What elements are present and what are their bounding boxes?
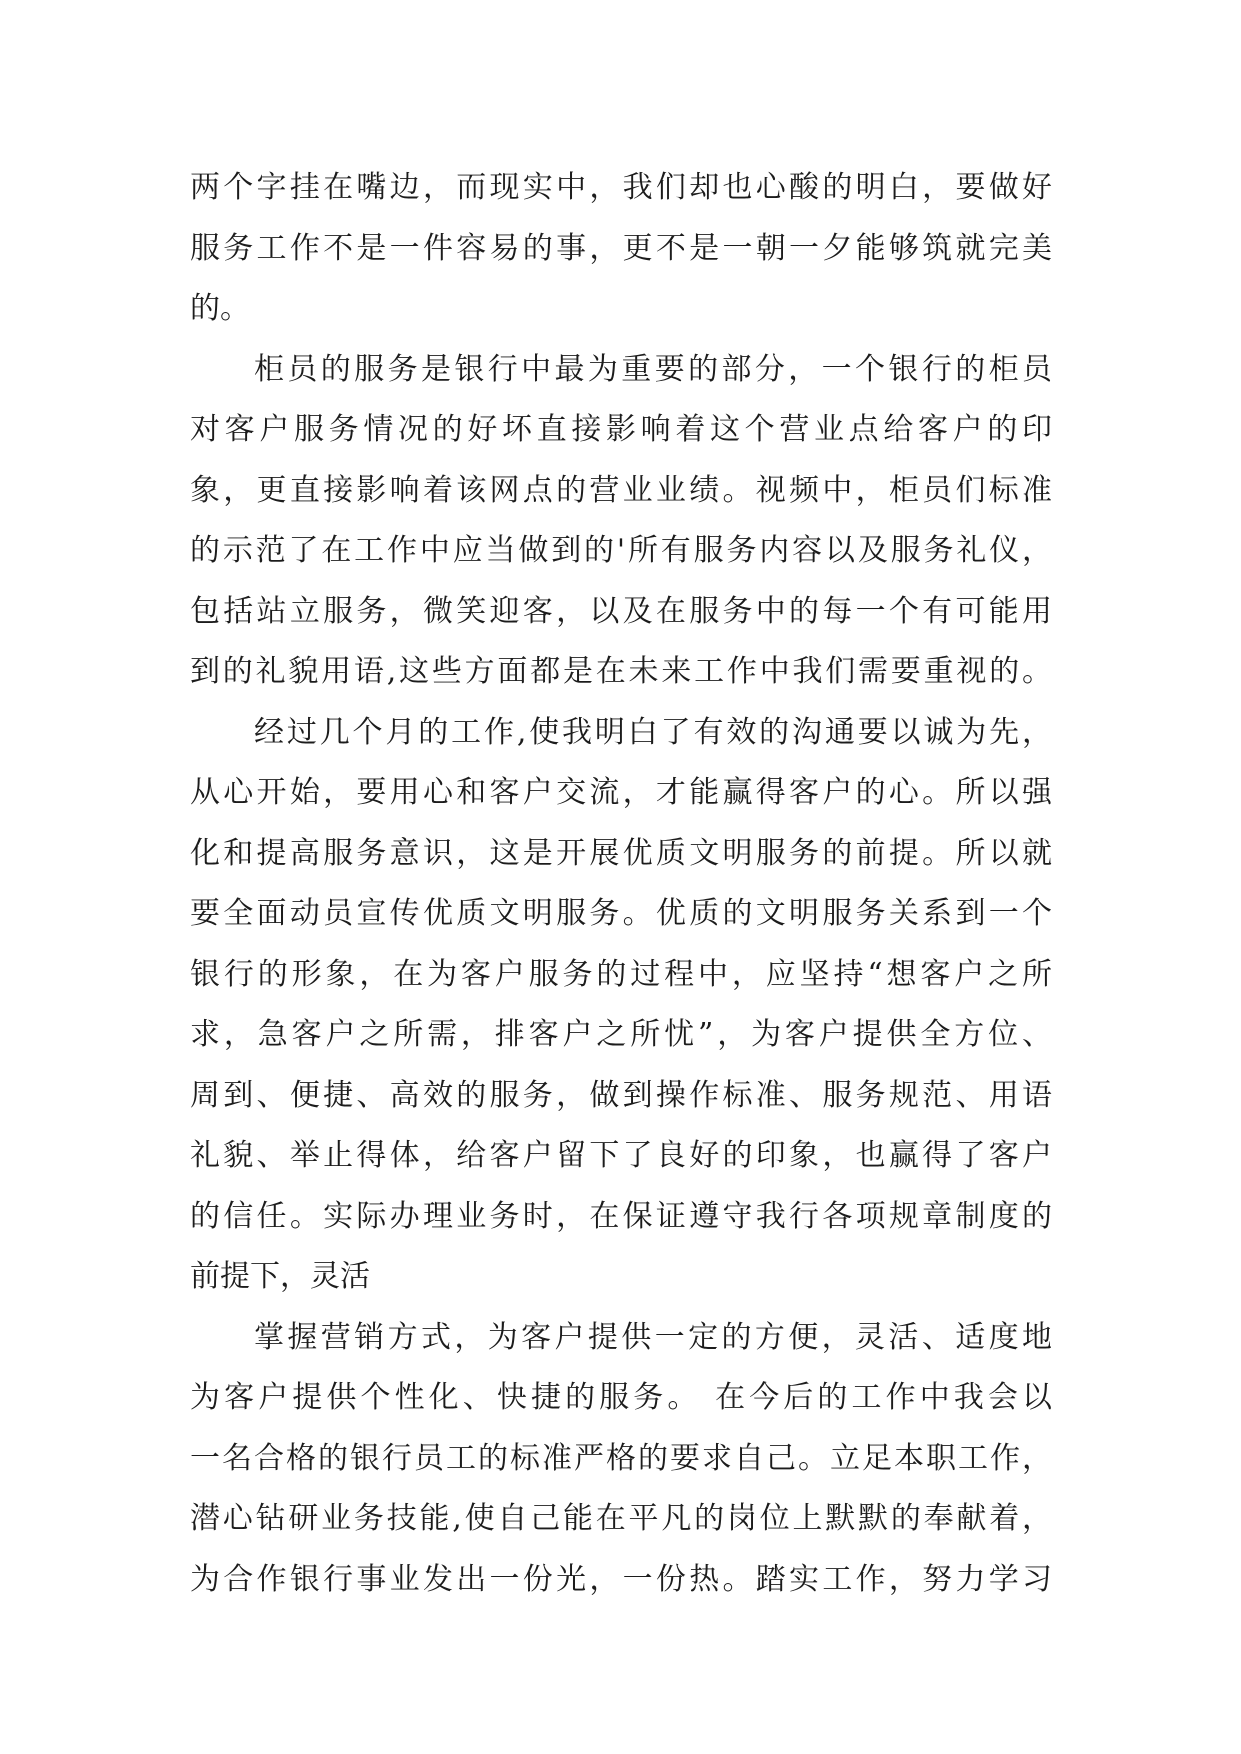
text-line: 两个字挂在嘴边，而现实中，我们却也心酸的明白，要做好 [190,170,1052,205]
text-line: 象，更直接影响着该网点的营业业绩。视频中，柜员们标准 [190,472,1052,508]
text-line: 服务工作不是一件容易的事，更不是一朝一夕能够筑就完美 [190,230,1052,266]
text-line: 为客户提供个性化、快捷的服务。 在今后的工作中我会以 [190,1380,1052,1415]
document-body [190,158,1052,1610]
text-line: 包括站立服务，微笑迎客，以及在服务中的每一个有可能用 [190,593,1052,629]
text-line: 求，急客户之所需，排客户之所忧”，为客户提供全方位、 [190,1017,1052,1052]
text-line: 潜心钻研业务技能,使自己能在平凡的岗位上默默的奉献着， [190,1501,1052,1536]
text-line: 的。 [190,291,250,326]
text-line: 的信任。实际办理业务时，在保证遵守我行各项规章制度的 [190,1198,1052,1234]
text-line: 从心开始，要用心和客户交流，才能赢得客户的心。所以强 [190,775,1052,810]
text-line: 的示范了在工作中应当做到的'所有服务内容以及服务礼仪， [190,533,1052,568]
paragraph-first-line: 柜员的服务是银行中最为重要的部分，一个银行的柜员 [254,351,1052,387]
text-line: 为合作银行事业发出一份光，一份热。踏实工作，努力学习 [190,1561,1052,1597]
text-line: 银行的形象，在为客户服务的过程中，应坚持“想客户之所 [190,956,1052,992]
text-line: 对客户服务情况的好坏直接影响着这个营业点给客户的印 [190,412,1052,447]
text-line: 要全面动员宣传优质文明服务。优质的文明服务关系到一个 [190,896,1052,931]
text-line: 到的礼貌用语,这些方面都是在未来工作中我们需要重视的。 [190,654,1052,689]
text-line: 前提下，灵活 [190,1259,370,1294]
text-line: 一名合格的银行员工的标准严格的要求自己。立足本职工作， [190,1440,1052,1476]
text-line: 化和提高服务意识，这是开展优质文明服务的前提。所以就 [190,835,1052,871]
paragraph-first-line: 掌握营销方式，为客户提供一定的方便，灵活、适度地 [254,1319,1052,1355]
paragraph-first-line: 经过几个月的工作,使我明白了有效的沟通要以诚为先， [254,714,1052,750]
text-line: 周到、便捷、高效的服务，做到操作标准、服务规范、用语 [190,1077,1052,1113]
text-line: 礼貌、举止得体，给客户留下了良好的印象，也赢得了客户 [190,1138,1052,1173]
